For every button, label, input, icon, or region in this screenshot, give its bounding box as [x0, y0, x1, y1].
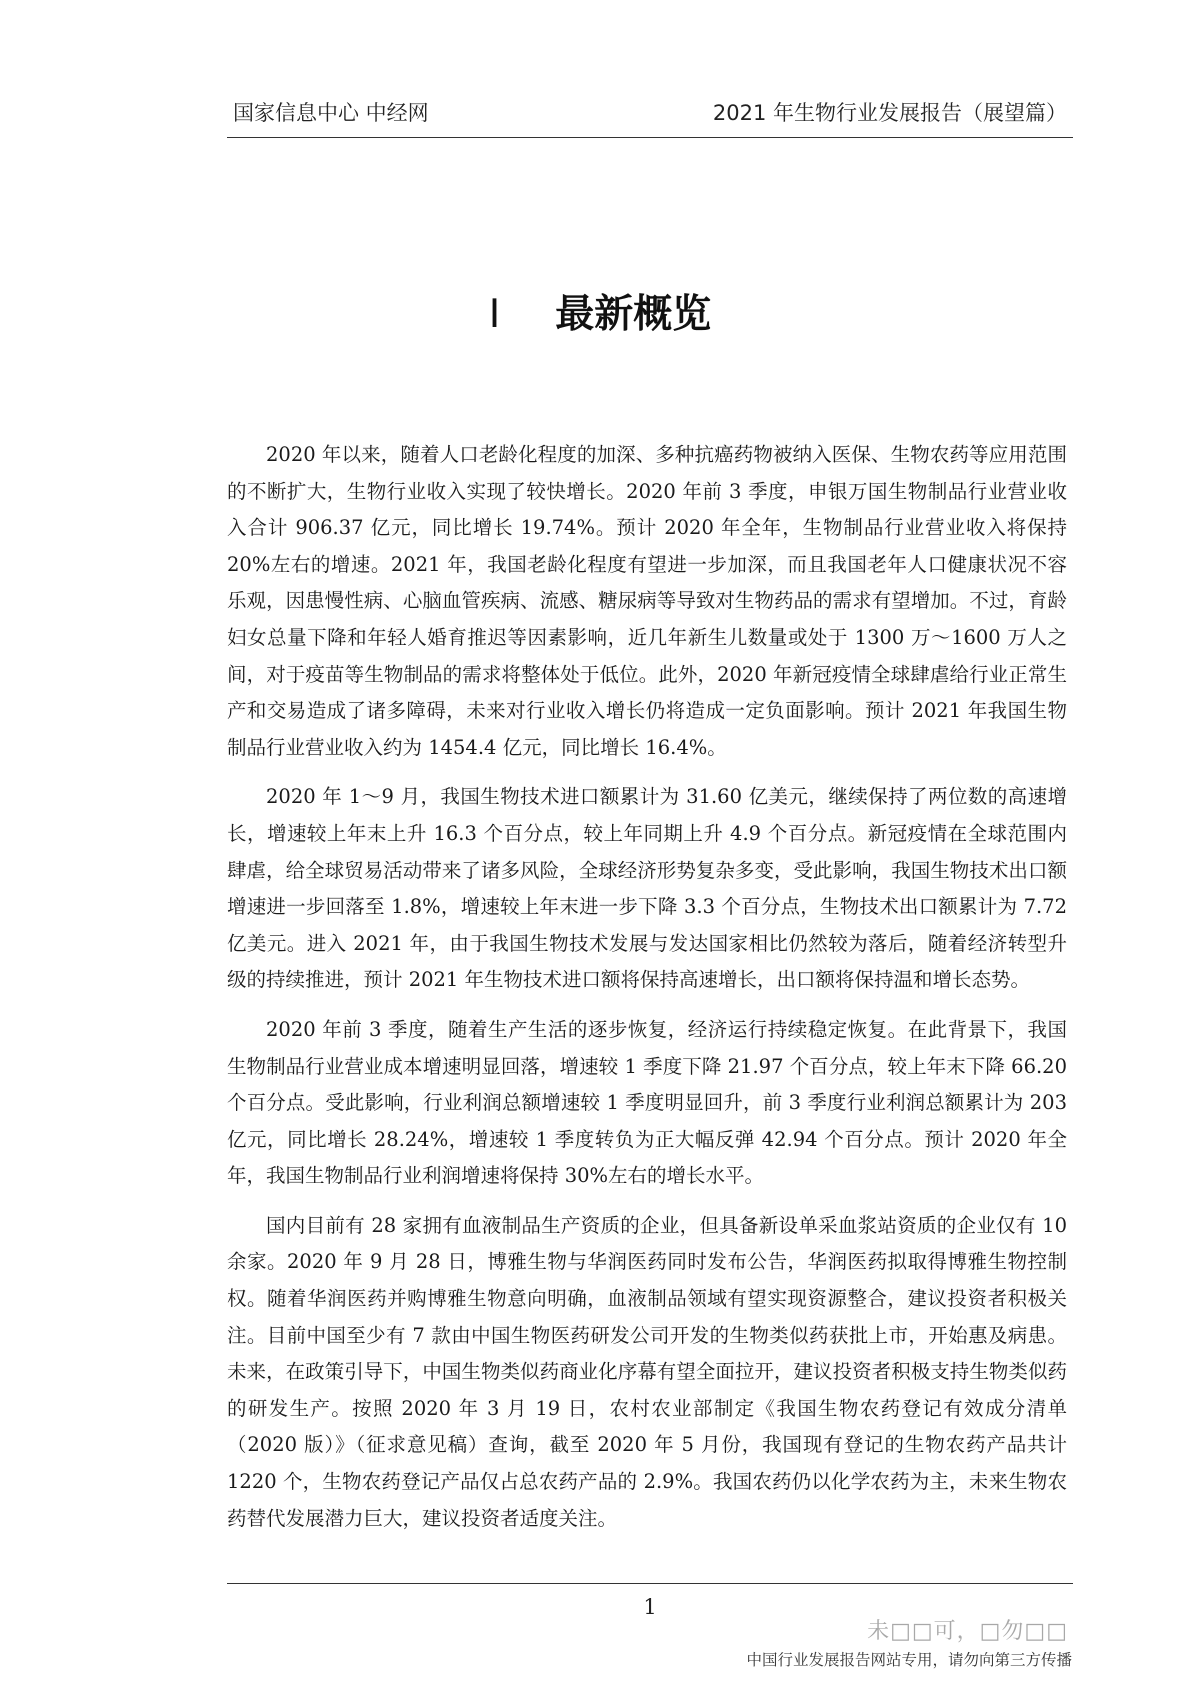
chapter-number: I: [488, 292, 501, 337]
paragraph-1: 2020 年以来，随着人口老龄化程度的加深、多种抗癌药物被纳入医保、生物农药等应用范围的不断扩大，生物行业收入实现了较快增长。2020 年前 3 季度，申银万国生物制品行业营业收入合计 906.37 亿元，同比增长 19.74%。预计 2020 年全年，生物制品行业营业收入将保持 20%左右的增速。2021 年，我国老龄化程度有望进一步加深，而且我国老年人口健康状况不容乐观，因患慢性病、心脑血管疾病、流感、糖尿病等导致对生物药品的需求有望增加。不过，育龄妇女总量下降和年轻人婚育推迟等因素影响，近几年新生儿数量或处于 1300 万～1600 万人之间，对于疫苗等生物制品的需求将整体处于低位。此外，2020 年新冠疫情全球肆虐给行业正常生产和交易造成了诸多障碍，未来对行业收入增长仍将造成一定负面影响。预计 2021 年我国生物制品行业营业收入约为 1454.4 亿元，同比增长 16.4%。: [227, 443, 1067, 759]
watermark-text: 未□□可，□勿□□: [867, 1619, 1068, 1644]
header-report-title: 2021 年生物行业发展报告（展望篇）: [712, 101, 1067, 125]
paragraph-4: 国内目前有 28 家拥有血液制品生产资质的企业，但具备新设单采血浆站资质的企业仅有 10 余家。2020 年 9 月 28 日，博雅生物与华润医药同时发布公告，华润医药拟取得博雅生物控制权。随着华润医药并购博雅生物意向明确，血液制品领域有望实现资源整合，建议投资者积极关注。目前中国至少有 7 款由中国生物医药研发公司开发的生物类似药获批上市，开始惠及病患。未来，在政策引导下，中国生物类似药商业化序幕有望全面拉开，建议投资者积极支持生物类似药的研发生产。按照 2020 年 3 月 19 日，农村农业部制定《我国生物农药登记有效成分清单（2020 版）》（征求意见稿）查询，截至 2020 年 5 月份，我国现有登记的生物农药产品共计 1220 个，生物农药登记产品仅占总农药产品的 2.9%。我国农药仍以化学农药为主，未来生物农药替代发展潜力巨大，建议投资者适度关注。: [227, 1213, 1067, 1530]
page-header: [227, 93, 1073, 138]
header-publisher: 国家信息中心 中经网: [233, 101, 429, 125]
page-number: 1: [643, 1595, 657, 1619]
chapter-title: 最新概览: [555, 292, 712, 337]
body-text: [227, 437, 1067, 1550]
footer-disclaimer: 中国行业发展报告网站专用，请勿向第三方传播: [746, 1651, 1072, 1669]
paragraph-3: 2020 年前 3 季度，随着生产生活的逐步恢复，经济运行持续稳定恢复。在此背景下，我国生物制品行业营业成本增速明显回落，增速较 1 季度下降 21.97 个百分点，较上年末下降 66.20 个百分点。受此影响，行业利润总额增速较 1 季度明显回升，前 3 季度行业利润总额累计为 203 亿元，同比增长 28.24%，增速较 1 季度转负为正大幅反弹 42.94 个百分点。预计 2020 年全年，我国生物制品行业利润增速将保持 30%左右的增长水平。: [227, 1017, 1067, 1188]
footer-divider: [227, 1583, 1073, 1584]
chapter-heading: [0, 283, 1200, 339]
paragraph-2: 2020 年 1～9 月，我国生物技术进口额累计为 31.60 亿美元，继续保持了两位数的高速增长，增速较上年末上升 16.3 个百分点，较上年同期上升 4.9 个百分点。新冠疫情在全球范围内肆虐，给全球贸易活动带来了诸多风险，全球经济形势复杂多变，受此影响，我国生物技术出口额增速进一步回落至 1.8%，增速较上年末进一步下降 3.3 个百分点，生物技术出口额累计为 7.72 亿美元。进入 2021 年，由于我国生物技术发展与发达国家相比仍然较为落后，随着经济转型升级的持续推进，预计 2021 年生物技术进口额将保持高速增长，出口额将保持温和增长态势。: [227, 785, 1067, 992]
